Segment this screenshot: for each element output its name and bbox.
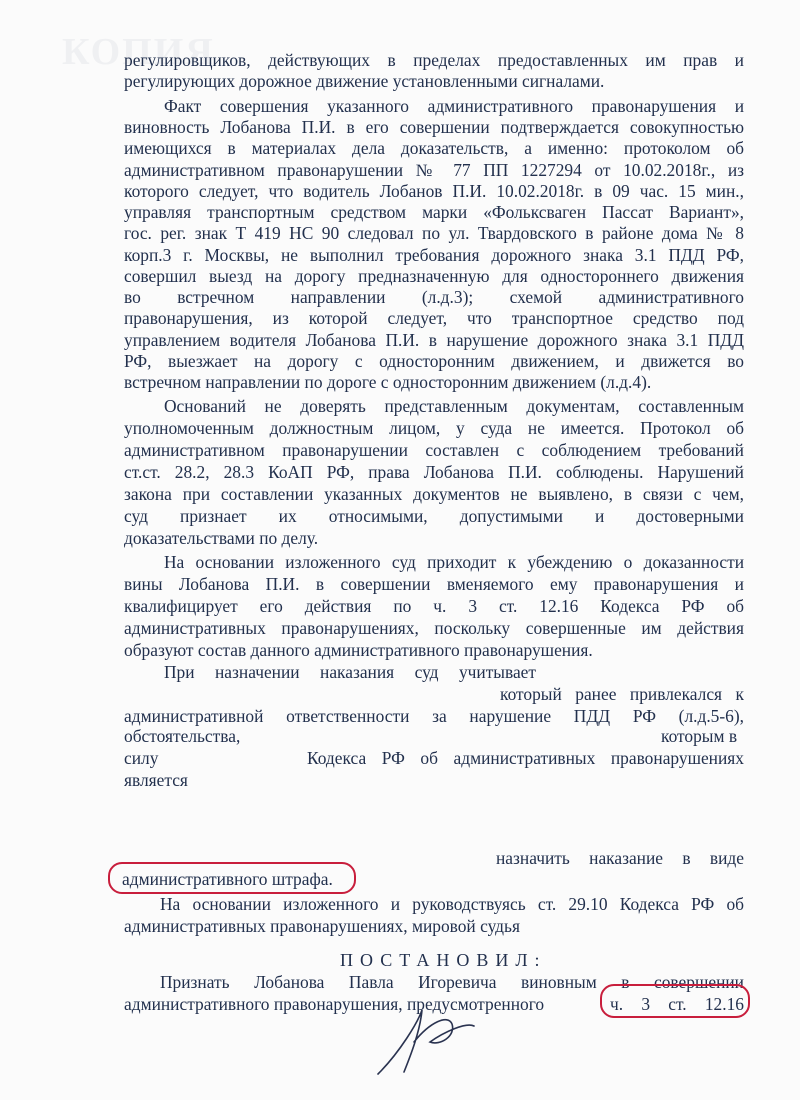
text-line: которым в — [661, 726, 738, 746]
text-line: регулировщиков, действующих в пределах предоставленных им прав и — [124, 50, 744, 70]
text-line: управляя транспортным средством марки «Фольксваген Пассат Вариант», — [124, 202, 744, 222]
copy-watermark: КОПИЯ — [62, 31, 215, 73]
text-line: ст.ст. 28.2, 28.3 КоАП РФ, права Лобанова П.И. соблюдены. Нарушений — [124, 462, 744, 482]
text-line: суд признает их относимыми, допустимыми и достоверными — [124, 506, 744, 526]
text-line: управлением водителя Лобанова П.И. в нарушение дорожного знака 3.1 ПДД — [124, 330, 744, 350]
text-line: административном правонарушении № 77 ПП 1227294 от 10.02.2018г., из — [124, 160, 744, 180]
text-line: образуют состав данного административного правонарушения. — [124, 640, 593, 660]
text-line: При назначении наказания суд учитывает — [164, 662, 536, 682]
text-line: назначить наказание в виде — [496, 848, 744, 868]
text-line: административного правонарушения, предусмотренного — [124, 994, 545, 1014]
text-line: правонарушения, из которой следует, что транспортное средство под — [124, 308, 744, 328]
text-line: РФ, выезжает на дорогу с односторонним движением, и движется во — [124, 351, 744, 371]
text-line: силу — [124, 748, 159, 768]
text-line: встречном направлении по дороге с односторонним движением (л.д.4). — [124, 372, 652, 392]
text-line: административных правонарушениях, мировой судья — [124, 916, 520, 936]
article-reference: ч. 3 ст. 12.16 — [610, 994, 744, 1014]
text-line: уполномоченным должностным лицом, у суда не имеется. Протокол об — [124, 418, 744, 438]
text-line: имеющихся в материалах дела доказательств, а именно: протоколом об — [124, 138, 744, 158]
text-line: Признать Лобанова Павла Игоревича виновным в совершении — [160, 972, 744, 992]
resolution-heading: ПОСТАНОВИЛ: — [340, 950, 547, 970]
text-line: является — [124, 770, 188, 790]
text-line: На основании изложенного суд приходит к убеждению о доказанности — [164, 552, 744, 572]
text-line: доказательствами по делу. — [124, 528, 319, 548]
text-line: административном правонарушении составлен с соблюдением требований — [124, 440, 744, 460]
text-line: регулирующих дорожное движение установленными сигналами. — [124, 71, 605, 91]
handwritten-signature — [370, 1002, 480, 1082]
text-line: административных правонарушениях, поскольку совершенные им действия — [124, 618, 744, 638]
text-line: во встречном направлении (л.д.3); схемой административного — [124, 287, 744, 307]
text-line: совершил выезд на дорогу предназначенную для одностороннего движения — [124, 266, 744, 286]
text-line: административного штрафа. — [122, 869, 333, 889]
text-line: виновность Лобанова П.И. в его совершении подтверждается совокупностью — [124, 117, 744, 137]
text-line: закона при составлении указанных документов не выявлено, в связи с чем, — [124, 484, 744, 504]
text-line: Факт совершения указанного административного правонарушения и — [164, 96, 744, 116]
text-line: гос. рег. знак Т 419 НС 90 следовал по ул. Твардовского в районе дома № 8 — [124, 223, 744, 243]
text-line: Оснований не доверять представленным документам, составленным — [164, 396, 744, 416]
text-line: На основании изложенного и руководствуясь ст. 29.10 Кодекса РФ об — [160, 894, 744, 914]
text-line: который ранее привлекался к — [500, 684, 744, 704]
text-line: квалифицирует его действия по ч. 3 ст. 12.16 Кодекса РФ об — [124, 596, 744, 616]
text-line: Кодекса РФ об административных правонарушениях — [307, 748, 744, 768]
text-line: корп.3 г. Москвы, не выполнил требования дорожного знака 3.1 ПДД РФ, — [124, 245, 744, 265]
text-line: которого следует, что водитель Лобанов П.И. 10.02.2018г. в 09 час. 15 мин., — [124, 181, 744, 201]
text-line: обстоятельства, — [124, 726, 241, 746]
text-line: административной ответственности за нарушение ПДД РФ (л.д.5-6), — [124, 706, 744, 726]
highlight-oval-fine — [108, 862, 356, 894]
text-line: вины Лобанова П.И. в совершении вменяемого ему правонарушения и — [124, 574, 744, 594]
highlight-oval-article — [600, 984, 750, 1018]
